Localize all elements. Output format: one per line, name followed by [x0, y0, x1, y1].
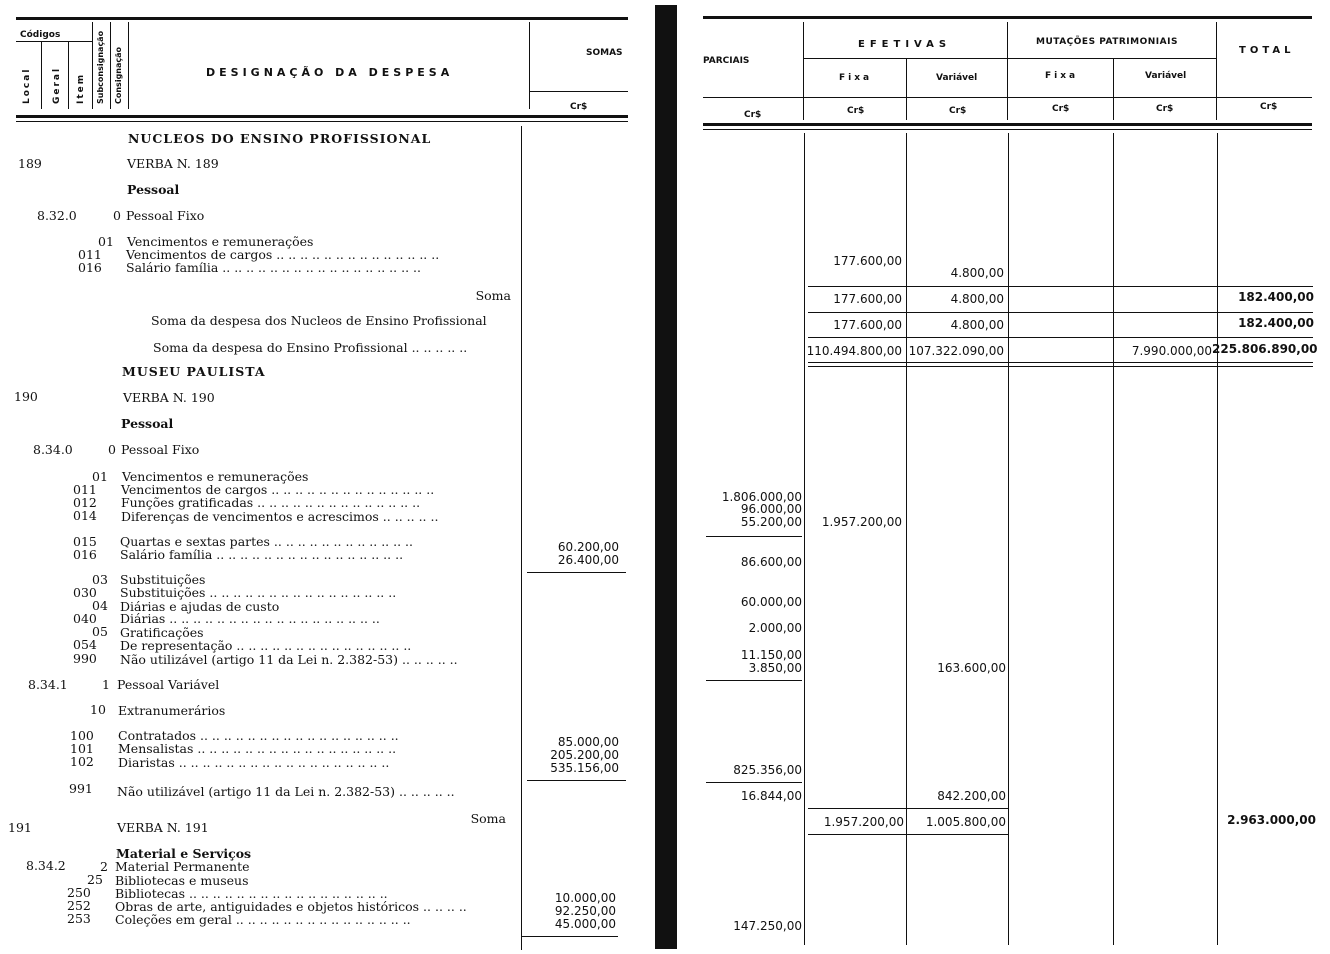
item-code: 015: [73, 534, 97, 549]
header-bottom-rule-right: [703, 123, 1312, 126]
subconsignacao-label: Subconsignação: [96, 30, 105, 104]
somas-heading: SOMAS: [586, 48, 623, 58]
item-code: 01: [92, 469, 108, 484]
material-servicos-heading: Material e Serviços: [116, 846, 252, 861]
parciais-subtotal-rule: [706, 680, 802, 681]
fixa-value: 1.957.200,00: [821, 515, 902, 529]
pessoal-fixo-label: Pessoal Fixo: [126, 208, 205, 223]
variavel-value: 842.200,00: [937, 789, 1006, 803]
soma-nucleos-label: Soma da despesa dos Nucleos de Ensino Profissional: [151, 313, 487, 328]
somas-value: 85.000,00: [557, 735, 619, 749]
parciais-subtotal-rule: [706, 782, 802, 783]
parciais-heading: PARCIAIS: [703, 56, 750, 66]
header-bottom-rule-left-2: [16, 121, 628, 122]
item-label: Diferenças de vencimentos e acrescimos .. .. .. .. ..: [121, 509, 439, 524]
soma-ensino-label: Soma da despesa do Ensino Profissional .. .. .. .. ..: [153, 340, 468, 355]
header-divider: [1216, 22, 1217, 120]
parciais-value: 55.200,00: [740, 515, 802, 529]
parciais-value: 16.844,00: [740, 789, 802, 803]
variavel-currency: Cr$: [949, 106, 967, 116]
fixa-value: 1.957.200,00: [823, 815, 904, 829]
item-label: Salário família .. .. .. .. .. .. .. .. .. .. .. .. .. .. .. ..: [120, 547, 404, 562]
header-divider: [41, 41, 42, 109]
item-label: Diaristas .. .. .. .. .. .. .. .. .. .. .. .. .. .. .. .. .. ..: [118, 755, 390, 770]
item-label: Substituições .. .. .. .. .. .. .. .. .. .. .. .. .. .. .. ..: [120, 585, 397, 600]
total-value: 225.806.890,00: [1212, 342, 1318, 356]
soma-rule: [808, 286, 1313, 287]
code-191: 191: [8, 820, 32, 835]
item-label: Vencimentos de cargos .. .. .. .. .. .. .. .. .. .. .. .. .. ..: [126, 247, 440, 262]
item-label: Gratificações: [120, 625, 204, 640]
fixa-value: 110.494.800,00: [806, 344, 902, 358]
somas-value: 26.400,00: [557, 553, 619, 567]
somas-rule: [529, 91, 628, 92]
fixa-value: 177.600,00: [833, 318, 902, 332]
verba-189: VERBA N. 189: [127, 156, 219, 171]
item-label: Extranumerários: [118, 703, 226, 718]
subcode: 1: [102, 677, 110, 692]
item-label: Vencimentos e remunerações: [122, 469, 309, 484]
item-label: Vencimentos de cargos .. .. .. .. .. .. .. .. .. .. .. .. .. ..: [121, 482, 435, 497]
subcode: 0: [113, 208, 121, 223]
header-divider: [92, 22, 93, 109]
total-value: 182.400,00: [1238, 316, 1314, 330]
code-8-32-0: 8.32.0: [37, 208, 77, 223]
fixa-column-rule: [906, 133, 907, 945]
soma-rule: [808, 337, 1313, 338]
item-label: Não utilizável (artigo 11 da Lei n. 2.382-53) .. .. .. .. ..: [120, 652, 458, 667]
consignacao-label: Consignação: [114, 46, 123, 104]
header-divider: [110, 22, 111, 109]
item-label: Salário família .. .. .. .. .. .. .. .. .. .. .. .. .. .. .. .. ..: [126, 260, 421, 275]
subcode: 0: [108, 442, 116, 457]
parciais-value: 3.850,00: [748, 661, 802, 675]
item-code: 10: [90, 702, 106, 717]
variavel-value: 1.005.800,00: [925, 815, 1006, 829]
item-label: Diárias e ajudas de custo: [120, 599, 280, 614]
variavel-value: 4.800,00: [950, 266, 1004, 280]
soma-double-rule: [808, 366, 1313, 367]
parciais-value: 1.806.000,00: [721, 490, 802, 504]
fixa-value: 177.600,00: [833, 292, 902, 306]
efetivas-fixa-heading: Fixa: [839, 73, 873, 83]
parciais-subtotal-rule: [706, 536, 802, 537]
item-label: Diárias .. .. .. .. .. .. .. .. .. .. .. .. .. .. .. .. .. ..: [120, 611, 380, 626]
item-label: De representação .. .. .. .. .. .. .. .. .. .. .. .. .. .. ..: [120, 638, 412, 653]
header-bottom-rule-right-2: [703, 129, 1312, 130]
parciais-value: 60.000,00: [740, 595, 802, 609]
item-label: Bibliotecas e museus: [115, 873, 249, 888]
local-label: Local: [22, 67, 32, 104]
parciais-value: 11.150,00: [740, 648, 802, 662]
parciais-value: 825.356,00: [733, 763, 802, 777]
currency-rule: [703, 97, 1312, 98]
code-8-34-1: 8.34.1: [28, 677, 68, 692]
item-label: Mensalistas .. .. .. .. .. .. .. .. .. .. .. .. .. .. .. .. ..: [118, 741, 397, 756]
item-code: 040: [73, 611, 97, 626]
variavel-value: 107.322.090,00: [908, 344, 1004, 358]
somas-value: 10.000,00: [554, 891, 616, 905]
section-heading-museu: MUSEU PAULISTA: [122, 364, 266, 379]
mutacoes-heading: MUTAÇÕES PATRIMONIAIS: [1036, 37, 1178, 47]
soma-label: Soma: [470, 811, 506, 826]
variavel-value: 4.800,00: [950, 292, 1004, 306]
codigos-label: Códigos: [20, 30, 61, 40]
header-divider: [68, 41, 69, 109]
header-divider: [906, 58, 907, 120]
soma-label: Soma: [475, 288, 511, 303]
code-8-34-0: 8.34.0: [33, 442, 73, 457]
top-rule-right: [703, 16, 1312, 19]
item-code: 054: [73, 637, 97, 652]
parciais-value: 147.250,00: [733, 919, 802, 933]
section-heading-nucleos: NUCLEOS DO ENSINO PROFISSIONAL: [128, 131, 432, 146]
parciais-value: 2.000,00: [748, 621, 802, 635]
parciais-value: 96.000,00: [740, 502, 802, 516]
item-code: 012: [73, 495, 97, 510]
code-189: 189: [18, 156, 42, 171]
header-divider: [529, 22, 530, 109]
code-8-34-2: 8.34.2: [26, 858, 66, 873]
somas-value: 535.156,00: [550, 761, 619, 775]
mutacoes-variavel-value: 7.990.000,00: [1131, 344, 1212, 358]
mutacoes-fixa-column-rule: [1113, 133, 1114, 945]
somas-value: 45.000,00: [554, 917, 616, 931]
fixa-value: 177.600,00: [833, 254, 902, 268]
pessoal-fixo-label: Pessoal Fixo: [121, 442, 200, 457]
mutacoes-variavel-currency: Cr$: [1156, 104, 1174, 114]
designacao-heading: DESIGNAÇÃO DA DESPESA: [206, 66, 454, 79]
somas-value: 205.200,00: [550, 748, 619, 762]
efetivas-heading: EFETIVAS: [858, 39, 952, 50]
item-label: Coleções em geral .. .. .. .. .. .. .. .. .. .. .. .. .. .. ..: [115, 912, 411, 927]
somas-subtotal-rule: [522, 936, 618, 937]
item-label: Substituições: [120, 572, 206, 587]
item-code: 102: [70, 754, 94, 769]
geral-label: Geral: [52, 66, 62, 104]
header-bottom-rule-left: [16, 115, 628, 118]
header-divider: [1113, 58, 1114, 120]
verba-191: VERBA N. 191: [117, 820, 209, 835]
item-code: 016: [73, 547, 97, 562]
variavel-value: 163.600,00: [937, 661, 1006, 675]
soma-rule: [808, 362, 1313, 363]
somas-value: 92.250,00: [554, 904, 616, 918]
top-rule-left: [16, 17, 628, 20]
total-heading: TOTAL: [1239, 45, 1295, 56]
parciais-column-rule: [804, 133, 805, 945]
variavel-value: 4.800,00: [950, 318, 1004, 332]
item-code: 100: [70, 728, 94, 743]
item-label: Vencimentos e remunerações: [127, 234, 314, 249]
item-code: 03: [92, 572, 108, 587]
verba-190: VERBA N. 190: [123, 390, 215, 405]
header-divider: [803, 22, 804, 120]
subheader-rule: [803, 58, 1216, 59]
code-190: 190: [14, 389, 38, 404]
fixa-currency: Cr$: [847, 106, 865, 116]
book-binding-gutter: [655, 5, 677, 949]
item-code: 030: [73, 585, 97, 600]
parciais-currency: Cr$: [744, 110, 762, 120]
soma-rule: [808, 808, 1008, 809]
efetivas-variavel-heading: Variável: [936, 73, 978, 83]
total-value: 182.400,00: [1238, 290, 1314, 304]
item-code: 011: [78, 247, 102, 262]
subcode: 2: [100, 859, 108, 874]
parciais-value: 86.600,00: [740, 555, 802, 569]
item-code: 252: [67, 898, 91, 913]
item-code: 05: [92, 624, 108, 639]
total-currency: Cr$: [1260, 102, 1278, 112]
soma-double-rule: [808, 834, 1008, 835]
soma-rule: [808, 312, 1313, 313]
pessoal-heading: Pessoal: [121, 416, 174, 431]
item-code: 014: [73, 508, 97, 523]
item-label: Item: [76, 72, 86, 104]
designacao-column-rule: [521, 126, 522, 950]
somas-subtotal-rule: [527, 780, 626, 781]
item-code: 016: [78, 260, 102, 275]
somas-currency: Cr$: [570, 102, 588, 112]
somas-value: 60.200,00: [557, 540, 619, 554]
item-code: 250: [67, 885, 91, 900]
item-code: 990: [73, 651, 97, 666]
codigos-rule: [16, 41, 92, 42]
item-code: 101: [70, 741, 94, 756]
item-code: 011: [73, 482, 97, 497]
item-code: 25: [87, 872, 103, 887]
item-code: 253: [67, 911, 91, 926]
header-divider: [128, 22, 129, 109]
item-code: 01: [98, 234, 114, 249]
item-code: 04: [92, 598, 108, 613]
item-label: Obras de arte, antiguidades e objetos históricos .. .. .. ..: [115, 899, 467, 914]
header-divider: [1007, 22, 1008, 120]
item-label: Contratados .. .. .. .. .. .. .. .. .. .. .. .. .. .. .. .. ..: [118, 728, 399, 743]
variavel-column-rule: [1008, 133, 1009, 945]
item-label: Quartas e sextas partes .. .. .. .. .. .. .. .. .. .. .. ..: [120, 534, 413, 549]
mutacoes-fixa-currency: Cr$: [1052, 104, 1070, 114]
item-label: Não utilizável (artigo 11 da Lei n. 2.382-53) .. .. .. .. ..: [117, 784, 455, 799]
item-label: Funções gratificadas .. .. .. .. .. .. .. .. .. .. .. .. .. ..: [121, 495, 421, 510]
mutacoes-fixa-heading: Fixa: [1045, 71, 1079, 81]
material-permanente-label: Material Permanente: [115, 859, 250, 874]
somas-subtotal-rule: [527, 572, 626, 573]
mutacoes-variavel-heading: Variável: [1145, 71, 1187, 81]
item-label: Bibliotecas .. .. .. .. .. .. .. .. .. .. .. .. .. .. .. .. ..: [115, 886, 388, 901]
pessoal-heading: Pessoal: [127, 182, 180, 197]
item-code: 991: [69, 781, 93, 796]
total-value: 2.963.000,00: [1227, 813, 1316, 827]
pessoal-variavel-label: Pessoal Variável: [117, 677, 220, 692]
